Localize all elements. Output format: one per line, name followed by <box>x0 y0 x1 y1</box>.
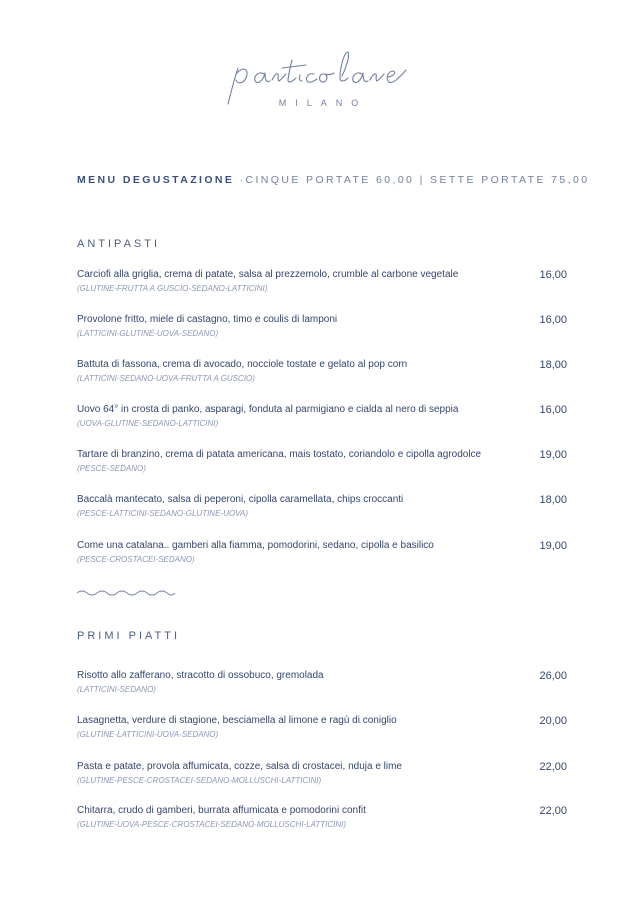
dish-price: 19,00 <box>539 540 567 552</box>
dish-price: 22,00 <box>539 805 567 817</box>
dish-allergens: (GLUTINE-PESCE-CROSTACEI-SEDANO-MOLLUSCHI-LATTICINI) <box>77 776 322 785</box>
section-title-antipasti: ANTIPASTI <box>77 238 161 250</box>
dish-price: 16,00 <box>539 404 567 416</box>
dish-item <box>77 805 567 839</box>
dish-price: 16,00 <box>539 269 567 281</box>
dish-item <box>77 670 567 704</box>
dish-price: 18,00 <box>539 359 567 371</box>
dish-item <box>77 449 567 483</box>
dish-allergens: (LATTICINI-SEDANO) <box>77 685 156 694</box>
dish-name: Chitarra, crudo di gamberi, burrata affumicata e pomodorini confit <box>77 805 366 816</box>
dish-allergens: (UOVA-GLUTINE-SEDANO-LATTICINI) <box>77 419 219 428</box>
dish-item <box>77 359 567 393</box>
dish-allergens: (PESCE-LATTICINI-SEDANO-GLUTINE-UOVA) <box>77 509 248 518</box>
dish-name: Carciofi alla griglia, crema di patate, salsa al prezzemolo, crumble al carbone vegetale <box>77 269 459 280</box>
wave-divider <box>76 588 176 598</box>
dish-item <box>77 540 567 574</box>
dish-allergens: (GLUTINE-UOVA-PESCE-CROSTACEI-SEDANO-MOLLUSCHI-LATTICINI) <box>77 820 347 829</box>
dish-name: Tartare di branzino, crema di patata americana, mais tostato, coriandolo e cipolla agrodolce <box>77 449 482 460</box>
dish-item <box>77 715 567 749</box>
section-title-primi-piatti: PRIMI PIATTI <box>77 630 181 642</box>
dish-item <box>77 269 567 303</box>
dish-item <box>77 314 567 348</box>
tasting-menu-label: MENU DEGUSTAZIONE <box>77 174 235 186</box>
dish-allergens: (GLUTINE-FRUTTA A GUSCIO-SEDANO-LATTICINI) <box>77 284 268 293</box>
dish-allergens: (PESCE-SEDANO) <box>77 464 146 473</box>
dish-price: 18,00 <box>539 494 567 506</box>
dish-price: 19,00 <box>539 449 567 461</box>
dish-name: Pasta e patate, provola affumicata, cozze, salsa di crostacei, nduja e lime <box>77 761 402 772</box>
dish-name: Baccalà mantecato, salsa di peperoni, cipolla caramellata, chips croccanti <box>77 494 404 505</box>
dish-allergens: (PESCE-CROSTACEI-SEDANO) <box>77 555 195 564</box>
tasting-menu-prices: ·CINQUE PORTATE 60,00 | SETTE PORTATE 75,00 <box>239 174 590 186</box>
dish-allergens: (LATTICINI-GLUTINE-UOVA-SEDANO) <box>77 329 219 338</box>
dish-name: Lasagnetta, verdure di stagione, besciamella al limone e ragù di coniglio <box>77 715 397 726</box>
dish-allergens: (LATTICINI-SEDANO-UOVA-FRUTTA A GUSCIO) <box>77 374 255 383</box>
dish-price: 16,00 <box>539 314 567 326</box>
dish-name: Uovo 64° in crosta di panko, asparagi, fonduta al parmigiano e cialda al nero di seppia <box>77 404 459 415</box>
dish-item <box>77 404 567 438</box>
dish-name: Risotto allo zafferano, stracotto di ossobuco, gremolada <box>77 670 324 681</box>
restaurant-logo <box>0 40 640 120</box>
dish-item <box>77 761 567 795</box>
dish-price: 22,00 <box>539 761 567 773</box>
dish-allergens: (GLUTINE-LATTICINI-UOVA-SEDANO) <box>77 730 219 739</box>
dish-price: 20,00 <box>539 715 567 727</box>
dish-name: Provolone fritto, miele di castagno, timo e coulis di lamponi <box>77 314 338 325</box>
dish-name: Battuta di fassona, crema di avocado, nocciole tostate e gelato al pop corn <box>77 359 408 370</box>
tasting-menu-line <box>77 174 589 186</box>
dish-price: 26,00 <box>539 670 567 682</box>
logo-city: MILANO <box>278 98 368 108</box>
dish-name: Come una catalana.. gamberi alla fiamma, pomodorini, sedano, cipolla e basilico <box>77 540 434 551</box>
dish-item <box>77 494 567 528</box>
